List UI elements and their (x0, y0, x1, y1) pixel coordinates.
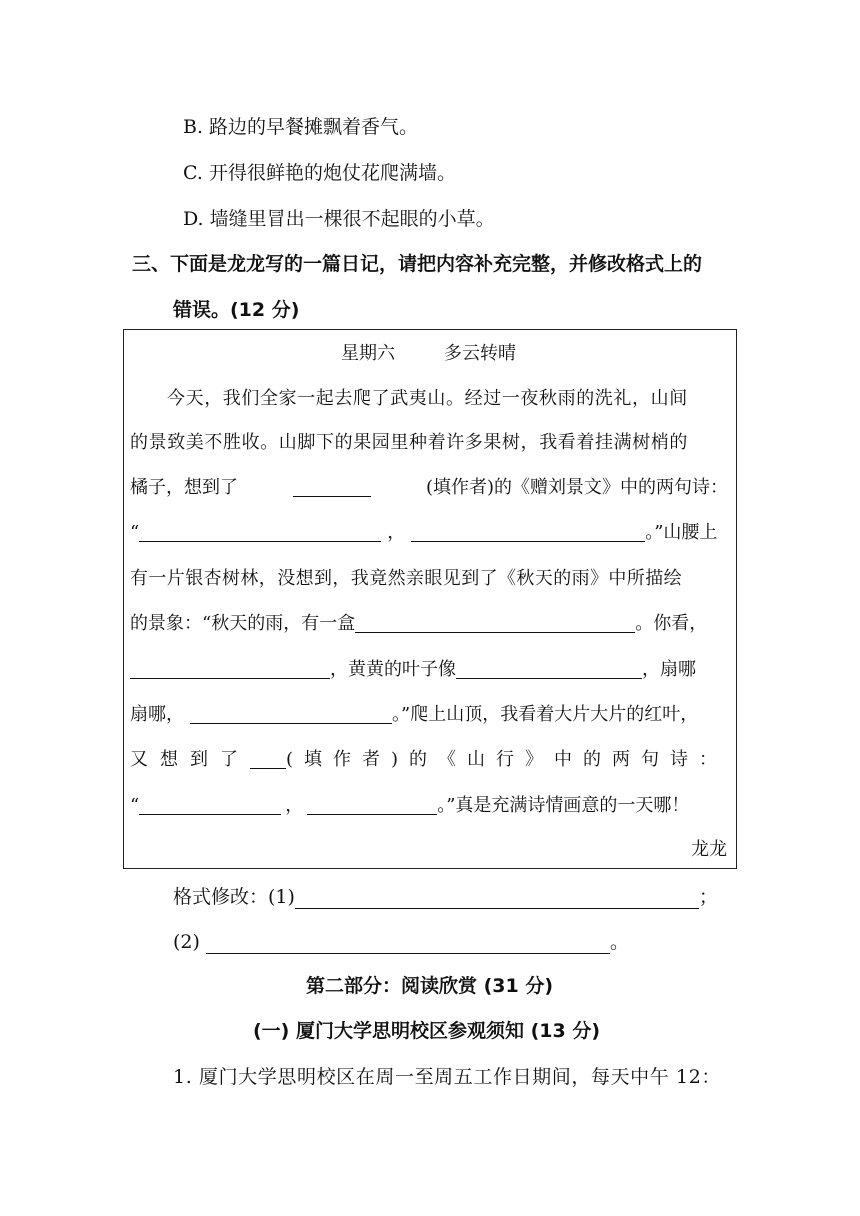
question-1: 1. 厦门大学思明校区在周一至周五工作日期间，每天中午 12： (173, 1066, 721, 1088)
fan-blank[interactable] (190, 703, 392, 724)
option-d: D. 墙缝里冒出一棵很不起眼的小草。 (183, 208, 495, 230)
diary-date: 星期六 (341, 343, 395, 364)
diary-text: 。你看， (635, 613, 708, 634)
diary-text: 扇哪， (130, 704, 184, 725)
diary-line-7 (130, 658, 728, 682)
diary-line-1: 今天，我们全家一起去爬了武夷山。经过一夜秋雨的洗礼，山间 (167, 388, 688, 409)
format-fix-2 (173, 930, 629, 954)
format-fix-label-2: (2) (173, 931, 206, 953)
author-blank-2[interactable] (250, 748, 286, 769)
diary-text: 的景象：“秋天的雨，有一盒 (130, 613, 356, 634)
leaf-blank[interactable] (456, 658, 642, 679)
diary-signature: 龙龙 (691, 839, 727, 860)
rain-blank[interactable] (355, 612, 635, 633)
diary-text: ，黄黄的叶子像 (330, 659, 456, 680)
diary-text: ， (285, 795, 304, 816)
part2-title: 第二部分：阅读欣赏 (31 分) (306, 975, 554, 997)
poem-blank-3[interactable] (139, 794, 281, 815)
poem-blank-2[interactable] (411, 521, 645, 542)
option-b: B. 路边的早餐摊飘着香气。 (183, 116, 419, 138)
diary-text: 橘子，想到了 (130, 477, 238, 498)
format-fix-end-1: ； (698, 886, 718, 908)
diary-text: “ (130, 522, 140, 543)
format-fix-blank-1[interactable] (295, 888, 699, 909)
poem-blank-4[interactable] (307, 794, 437, 815)
poem-blank-1[interactable] (139, 521, 381, 542)
diary-text: ， (387, 522, 406, 543)
diary-text: 又想到了 (130, 749, 250, 770)
author-blank-1[interactable] (293, 476, 371, 497)
section3-title-line1: 三、下面是龙龙写的一篇日记，请把内容补充完整，并修改格式上的 (132, 253, 703, 275)
diary-line-4 (130, 521, 728, 545)
diary-text: 。”山腰上 (645, 522, 718, 543)
option-c: C. 开得很鲜艳的炮仗花爬满墙。 (183, 162, 456, 184)
diary-line-2: 的景致美不胜收。山脚下的果园里种着许多果树，我看着挂满树梢的 (130, 432, 688, 453)
diary-text: (填作者)的《山行》中的两句诗： (285, 749, 728, 770)
part2-subtitle: (一) 厦门大学思明校区参观须知 (13 分) (253, 1020, 601, 1042)
section3-title-line2: 错误。(12 分) (173, 299, 300, 321)
diary-line-10 (130, 794, 728, 818)
diary-line-6 (130, 612, 728, 636)
diary-line-9 (130, 748, 728, 772)
look-blank[interactable] (130, 658, 330, 679)
format-fix-1 (173, 885, 718, 909)
format-fix-end-2: 。 (609, 931, 629, 953)
diary-text: 。”爬上山顶，我看着大片大片的红叶， (392, 704, 699, 725)
diary-text: 。”真是充满诗情画意的一天哪！ (437, 795, 690, 816)
diary-weather: 多云转晴 (444, 343, 516, 364)
format-fix-label-1: 格式修改：(1) (173, 886, 295, 908)
format-fix-blank-2[interactable] (206, 933, 610, 954)
diary-text: “ (130, 795, 140, 816)
diary-line-5: 有一片银杏树林，没想到，我竟然亲眼见到了《秋天的雨》中所描绘 (130, 568, 682, 589)
diary-line-8 (130, 703, 728, 727)
diary-line-3 (130, 476, 728, 500)
diary-text: ，扇哪 (642, 659, 696, 680)
diary-text: (填作者)的《赠刘景文》中的两句诗： (425, 477, 728, 498)
